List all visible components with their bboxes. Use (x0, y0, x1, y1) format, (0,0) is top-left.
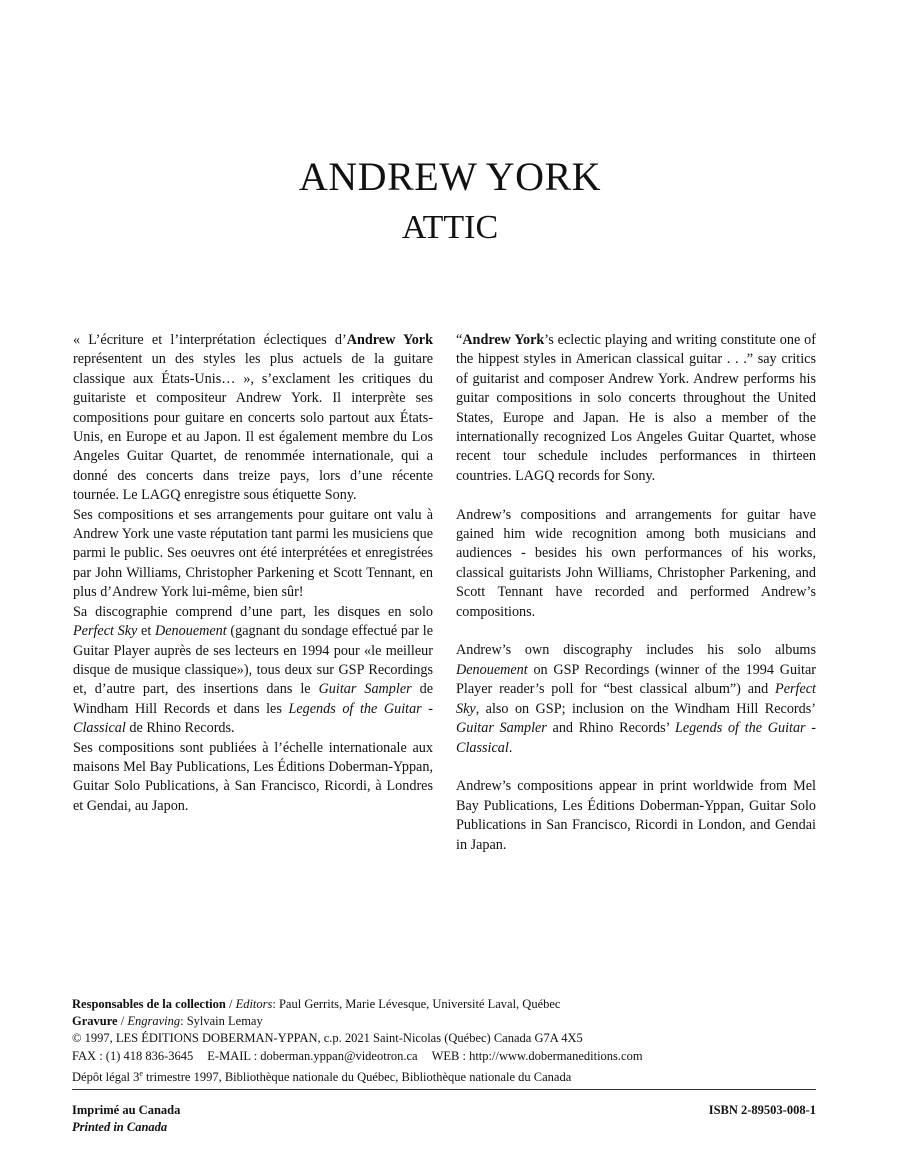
french-paragraph-2: Ses compositions et ses arrangements pour guitare ont valu à Andrew York une vaste réputation tant parmi les musiciens que parmi le public. Ses oeuvres ont été interprétées et enregistrées par John Williams, Christopher Parkening et Scott Tennant, en plus d’Andrew York lui-même, bien sûr! (73, 506, 433, 601)
french-paragraph-1 (73, 331, 433, 506)
english-paragraph-2: Andrew’s compositions and arrangements for guitar have gained him wide recognition among both musicians and audiences - besides his own performances of his works, classical guitarists John Williams, Christopher Parkening, and Scott Tennant have recorded and performed Andrew’s compositions. (456, 506, 816, 620)
text-span: ’s eclectic playing and writing constitute one of the hippest styles in American classical guitar . . .” say critics of guitarist and composer Andrew York. Andrew performs his guitar compositions in solo concerts throughout the United States, Europe and Japan. He is also a member of the internationally recognized Los Angeles Guitar Quartet, whose recent tour schedule includes performances in thirteen countries. LAGQ records for Sony. (456, 332, 816, 484)
text-span: de Rhino Records. (125, 720, 235, 737)
divider (72, 1089, 816, 1090)
album-title: Perfect Sky (456, 681, 816, 717)
text-span: Andrew’s own discography includes his solo albums (456, 642, 816, 659)
album-title: Legends of the Guitar - Classical (73, 700, 434, 737)
slash: / (117, 1014, 128, 1029)
text-span: représentent un des styles les plus actuels de la guitare classique aux États-Unis… », s’exclament les critiques du guitariste et compositeur Andrew York. Il interprète ses compositions pour guitare en concerts solo partout aux États-Unis, en Europe et au Japon. Il est également membre du Los Angeles Guitar Quartet, de renommée internationale, qui a donné des concerts dans treize pays, lors d’une récente tournée. Le LAGQ enregistre sous étiquette Sony. (73, 351, 433, 504)
superscript: e (139, 1068, 143, 1078)
fax-number: FAX : (1) 418 836-3645 (72, 1048, 194, 1063)
copyright-line: © 1997, LES ÉDITIONS DOBERMAN-YPPAN, c.p. 2021 Saint-Nicolas (Québec) Canada G7A 4X5 (72, 1031, 583, 1046)
printed-fr: Imprimé au Canada (72, 1103, 181, 1117)
text-span: “ (456, 332, 463, 348)
text-span: , also on GSP; inclusion on the Windham Hill Records’ (475, 700, 816, 717)
printed-in (72, 1102, 180, 1136)
french-column (73, 331, 433, 816)
engraving-line (72, 1013, 816, 1030)
english-paragraph-4: Andrew’s compositions appear in print worldwide from Mel Bay Publications, Les Éditions Doberman-Yppan, Guitar Solo Publications in San Francisco, Ricordi in London, and Gendai in Japan. (456, 778, 816, 853)
engraving-label-fr: Gravure (72, 1014, 118, 1029)
album-title: Denouement (456, 661, 528, 678)
title-block (0, 152, 900, 250)
engraving-value: : Sylvain Lemay (180, 1014, 263, 1029)
credits-block (72, 996, 816, 1086)
page-title: ANDREW YORK (298, 154, 602, 199)
contact-line (72, 1048, 816, 1065)
printed-en: Printed in Canada (72, 1120, 168, 1135)
text-span: . (508, 739, 513, 756)
album-title: Legends of the Guitar - Classical (456, 720, 816, 756)
editors-label-fr: Responsables de la collection (72, 997, 226, 1011)
composer-name: Andrew York (346, 332, 433, 348)
isbn: ISBN 2-89503-008-1 (708, 1103, 816, 1117)
composer-name: Andrew York (462, 332, 545, 348)
text-span: « L’écriture et l’interprétation éclectiques d’ (73, 332, 347, 348)
english-paragraph-3 (456, 641, 816, 757)
website-url: WEB : http://www.dobermaneditions.com (431, 1048, 643, 1063)
album-title: Denouement (155, 623, 227, 640)
legal-deposit-line (72, 1065, 816, 1086)
slash: / (225, 997, 236, 1011)
french-paragraph-4: Ses compositions sont publiées à l’échelle internationale aux maisons Mel Bay Publications, Les Éditions Doberman-Yppan, Guitar Solo Publications, à San Francisco, Ricordi, à Londres et Gendai, au Japon. (73, 739, 433, 814)
album-title: Guitar Sampler (456, 720, 547, 737)
text-span: Dépôt légal 3 (72, 1069, 140, 1084)
engraving-label-en: Engraving (127, 1014, 181, 1029)
editors-line (72, 996, 816, 1013)
text-span: de Windham Hill Records et dans les (73, 681, 433, 717)
album-title: Perfect Sky (73, 623, 138, 640)
text-span: trimestre 1997, Bibliothèque nationale du Québec, Bibliothèque nationale du Canada (142, 1069, 572, 1084)
text-span: on GSP Recordings (winner of the 1994 Guitar Player reader’s poll for “best classical album”) and (456, 661, 816, 698)
page-subtitle: ATTIC (401, 209, 499, 246)
editors-value: : Paul Gerrits, Marie Lévesque, Université Laval, Québec (272, 997, 561, 1011)
email-address: E-MAIL : doberman.yppan@videotron.ca (207, 1048, 418, 1063)
english-column (456, 331, 816, 855)
text-span: (gagnant du sondage effectué par le Guitar Player auprès de ses lecteurs en 1994 pour «le meilleur disque de musique classique»), tous deux sur GSP Recordings et, d’autre part, des insertions dans le (73, 623, 433, 698)
album-title: Guitar Sampler (318, 681, 412, 698)
english-paragraph-1 (456, 331, 816, 486)
text-span: and Rhino Records’ (546, 720, 675, 737)
text-span: et (137, 623, 155, 640)
text-span: Sa discographie comprend d’une part, les disques en solo (73, 603, 433, 620)
french-paragraph-3 (73, 603, 433, 739)
editors-label-en: Editors (235, 997, 273, 1011)
